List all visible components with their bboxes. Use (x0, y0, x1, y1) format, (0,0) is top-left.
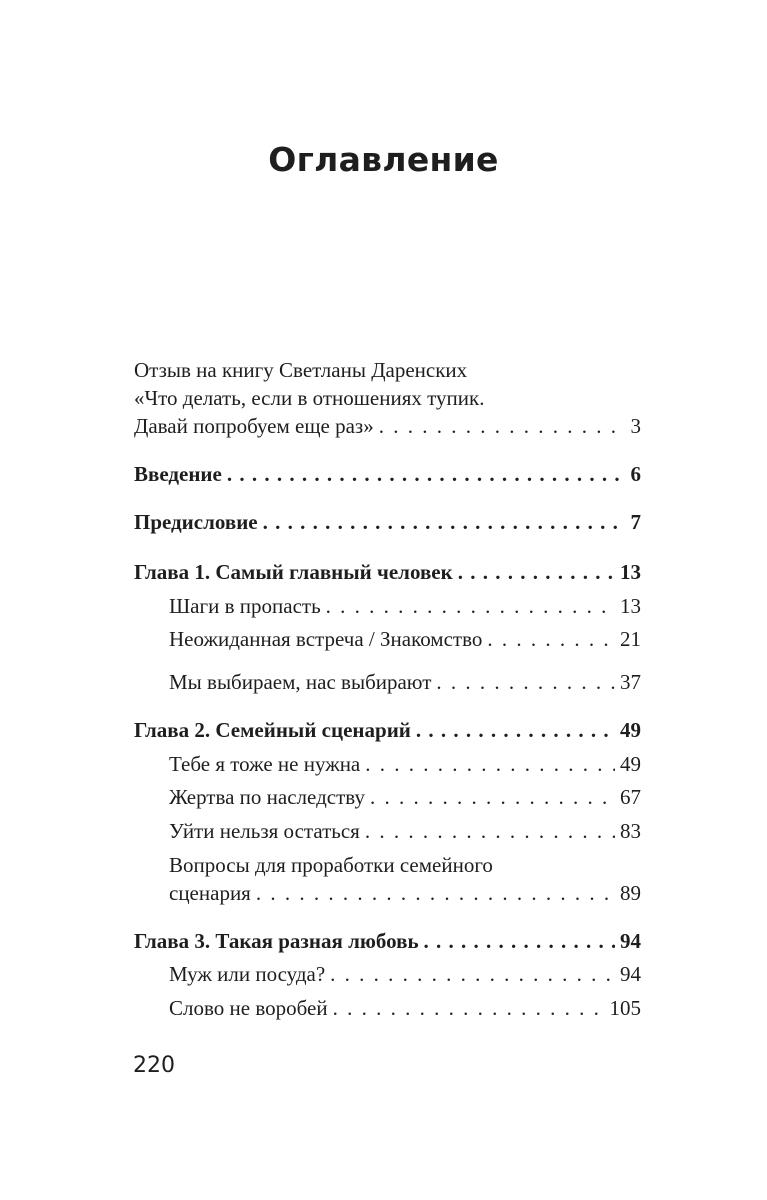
toc-review-line-2: «Что делать, если в отношениях тупик. (134, 386, 485, 410)
toc-page-number: 105 (609, 996, 641, 1020)
toc-subentry[interactable] (169, 749, 641, 779)
toc-page-number: 3 (630, 414, 641, 438)
toc-intro-entry[interactable] (134, 459, 641, 489)
toc-entry-title: Муж или посуда? (169, 962, 326, 986)
dot-leader (256, 878, 615, 908)
dot-leader (263, 507, 626, 537)
dot-leader (326, 591, 615, 621)
toc-entry-title: сценария (169, 881, 251, 905)
toc-entry-title: Жертва по наследству (169, 785, 365, 809)
toc-subentry[interactable] (169, 782, 641, 812)
toc-entry-title: Глава 2. Семейный сценарий (134, 718, 411, 742)
toc-page-number: 94 (620, 962, 641, 986)
toc-preface-entry[interactable] (134, 507, 641, 537)
toc-subentry[interactable] (169, 993, 641, 1023)
toc-page-number: 89 (620, 881, 641, 905)
toc-page-number: 7 (630, 510, 641, 534)
dot-leader (424, 926, 615, 956)
dot-leader (370, 782, 615, 812)
toc-entry-title: Тебе я тоже не нужна (169, 752, 361, 776)
toc-page-number: 13 (620, 560, 641, 584)
toc-subentry[interactable] (169, 591, 641, 621)
toc-subentry[interactable] (169, 624, 641, 654)
toc-subentry[interactable] (169, 878, 641, 908)
toc-entry-title: Глава 3. Такая разная любовь (134, 929, 419, 953)
toc-review-line-1: Отзыв на книгу Светланы Даренских (134, 358, 468, 382)
page-number: 220 (133, 1053, 175, 1078)
toc-page-number: 21 (620, 627, 641, 651)
toc-entry-title: Уйти нельзя остаться (169, 819, 360, 843)
toc-subentry-line-1: Вопросы для проработки семейного (169, 853, 493, 877)
toc-entry-title: Глава 1. Самый главный человек (134, 560, 453, 584)
dot-leader (416, 715, 615, 745)
toc-subentry[interactable] (169, 959, 641, 989)
toc-page-number: 49 (620, 718, 641, 742)
dot-leader (365, 749, 615, 779)
toc-page-number: 37 (620, 670, 641, 694)
toc-entry-title: Шаги в пропасть (169, 594, 321, 618)
toc-page-number: 94 (620, 929, 641, 953)
toc-review-entry[interactable] (134, 411, 641, 441)
toc-entry-title: Введение (134, 462, 222, 486)
page-title: Оглавление (268, 140, 499, 179)
toc-page-number: 6 (630, 462, 641, 486)
toc-chapter-1-entry[interactable] (134, 557, 641, 587)
table-of-contents (134, 0, 641, 1200)
toc-entry-title: Слово не воробей (169, 996, 328, 1020)
toc-entry-title: Неожиданная встреча / Знакомство (169, 627, 483, 651)
dot-leader (487, 624, 615, 654)
toc-entry-title: Давай попробуем еще раз» (134, 414, 374, 438)
dot-leader (436, 667, 615, 697)
toc-page-number: 67 (620, 785, 641, 809)
toc-subentry[interactable] (169, 816, 641, 846)
dot-leader (379, 411, 626, 441)
dot-leader (333, 993, 605, 1023)
toc-subentry[interactable] (169, 667, 641, 697)
dot-leader (458, 557, 615, 587)
dot-leader (330, 959, 615, 989)
dot-leader (365, 816, 615, 846)
toc-page-number: 13 (620, 594, 641, 618)
toc-entry-title: Мы выбираем, нас выбирают (169, 670, 432, 694)
toc-page-number: 49 (620, 752, 641, 776)
toc-chapter-2-entry[interactable] (134, 715, 641, 745)
toc-chapter-3-entry[interactable] (134, 926, 641, 956)
dot-leader (227, 459, 626, 489)
toc-page-number: 83 (620, 819, 641, 843)
toc-entry-title: Предисловие (134, 510, 258, 534)
